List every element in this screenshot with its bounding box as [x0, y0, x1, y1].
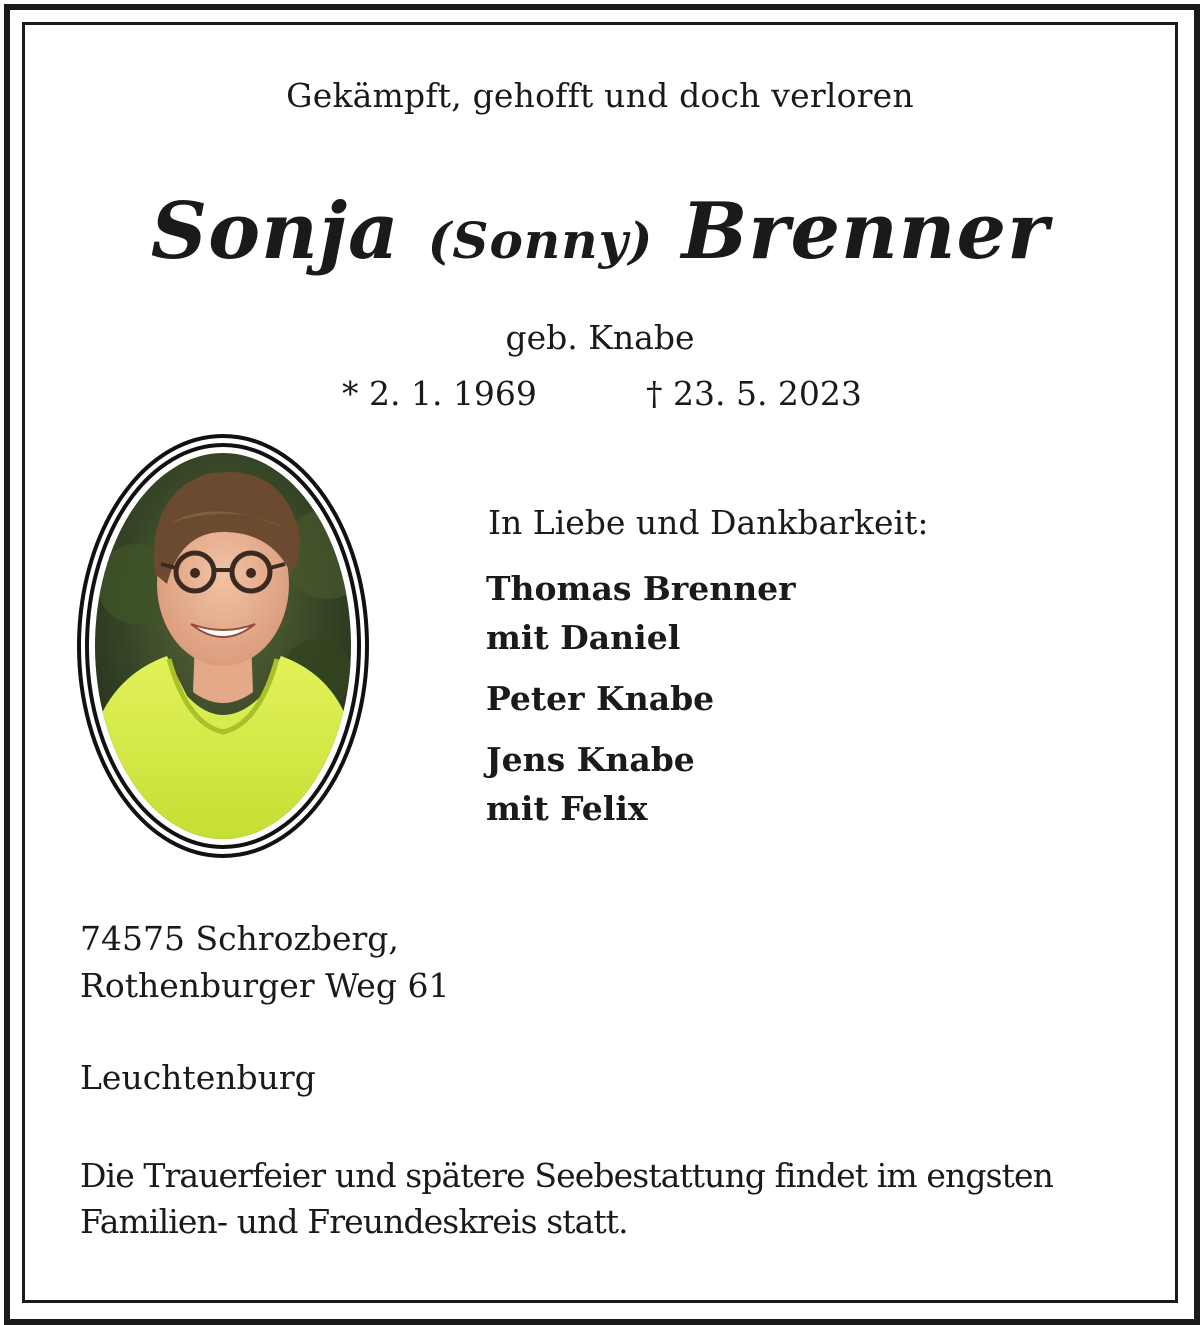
- thanks-intro: In Liebe und Dankbarkeit:: [488, 503, 929, 542]
- mourner-name: Peter Knabe: [486, 679, 715, 718]
- mourner-name: Thomas Brenner: [486, 569, 796, 608]
- deceased-name: [0, 186, 1200, 277]
- portrait-photo-icon: [77, 434, 369, 858]
- death-date: † 23. 5. 2023: [646, 374, 862, 413]
- portrait-photo: [77, 434, 369, 858]
- nickname: (Sonny): [427, 211, 654, 270]
- address-block: [80, 915, 449, 1009]
- mourner-group: [486, 564, 796, 662]
- mourner-group: [486, 735, 796, 833]
- mourner-companion: mit Daniel: [486, 618, 681, 657]
- address-line-1: 74575 Schrozberg,: [80, 919, 399, 958]
- mourner-list: [486, 564, 796, 845]
- mourner-group: [486, 674, 796, 723]
- motto: Gekämpft, gehofft und doch verloren: [286, 76, 914, 115]
- funeral-notice: Die Trauerfeier und spätere Seebestattung findet im engsten Familien- und Freundeskreis statt.: [80, 1156, 1053, 1241]
- maiden-name: geb. Knabe: [505, 318, 695, 357]
- address-line-2: Rothenburger Weg 61: [80, 966, 450, 1005]
- birth-date: * 2. 1. 1969: [342, 374, 537, 413]
- second-location: Leuchtenburg: [80, 1058, 316, 1097]
- mourner-companion: mit Felix: [486, 789, 648, 828]
- last-name: Brenner: [681, 186, 1050, 277]
- mourner-name: Jens Knabe: [486, 740, 695, 779]
- first-name: Sonja: [150, 186, 400, 277]
